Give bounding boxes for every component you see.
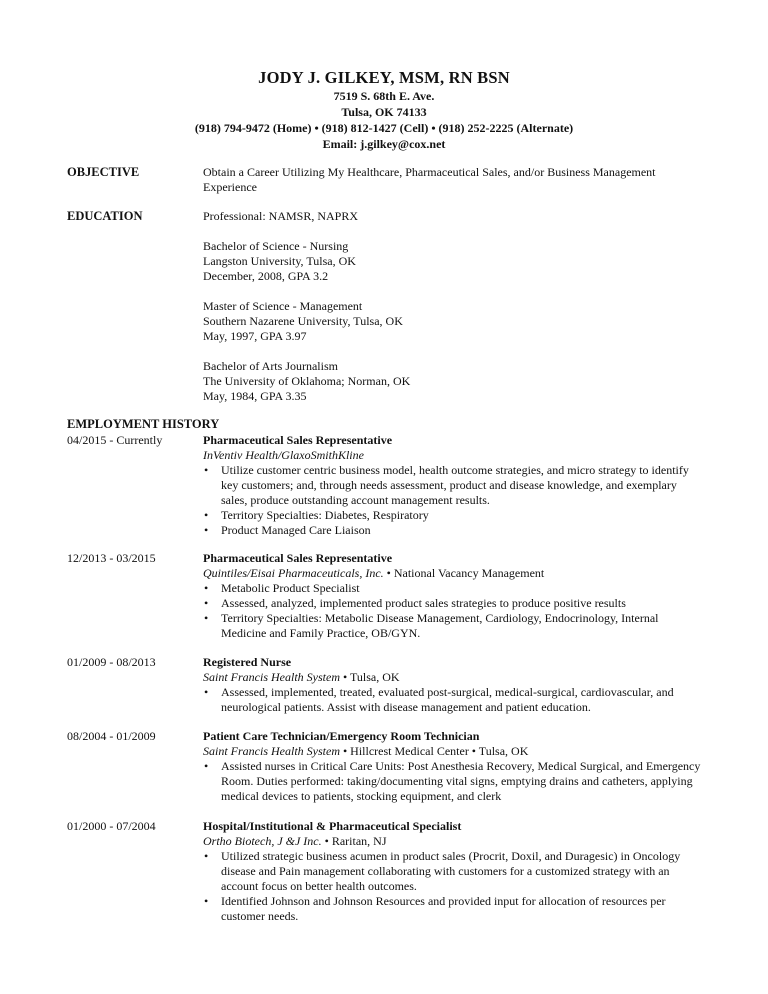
- job-duties: [203, 759, 703, 804]
- degree-date: May, 1997, GPA 3.97: [203, 329, 307, 343]
- job-duties: [203, 849, 703, 924]
- degree-date: December, 2008, GPA 3.2: [203, 269, 329, 283]
- degree-entry: [203, 239, 703, 284]
- job-details: [203, 433, 703, 538]
- job-duties: [203, 685, 703, 715]
- job-duty: • Territory Specialties: Diabetes, Respiratory: [203, 508, 703, 523]
- phone-numbers: (918) 794-9472 (Home) • (918) 812-1427 (Cell) • (918) 252-2225 (Alternate): [194, 121, 574, 135]
- degree-school: Southern Nazarene University, Tulsa, OK: [203, 314, 403, 328]
- job-title: Registered Nurse: [203, 655, 292, 669]
- job-title: Pharmaceutical Sales Representative: [203, 433, 393, 447]
- job-dates: 08/2004 - 01/2009: [67, 729, 156, 743]
- job-company-line: [203, 744, 703, 759]
- job-details: [203, 551, 703, 641]
- degree-date: May, 1984, GPA 3.35: [203, 389, 307, 403]
- degree-title: Bachelor of Science - Nursing: [203, 239, 349, 253]
- job-duty: • Metabolic Product Specialist: [203, 581, 703, 596]
- street-address: 7519 S. 68th E. Ave.: [333, 89, 435, 103]
- education-content: [203, 209, 703, 419]
- job-dates: 12/2013 - 03/2015: [67, 551, 156, 565]
- degree-school: The University of Oklahoma; Norman, OK: [203, 374, 411, 388]
- job-company-line: [203, 670, 703, 685]
- job-duties: [203, 463, 703, 538]
- degree-entry: [203, 359, 703, 404]
- job-duty: • Product Managed Care Liaison: [203, 523, 703, 538]
- job-duty: • Utilize customer centric business model, health outcome strategies, and micro strategy to identify key customers; and, through needs assessment, product and disease knowledge, and exemplary sales, produce outstanding account management results.: [203, 463, 703, 508]
- job-duty: • Territory Specialties: Metabolic Disease Management, Cardiology, Endocrinology, Internal Medicine and Family Practice, OB/GYN.: [203, 611, 703, 641]
- job-duty: • Identified Johnson and Johnson Resources and provided input for allocation of resources per customer needs.: [203, 894, 703, 924]
- job-company-detail: • Raritan, NJ: [321, 834, 387, 848]
- job-details: [203, 819, 703, 924]
- professional-affiliations: Professional: NAMSR, NAPRX: [203, 209, 359, 223]
- degree-entry: [203, 299, 703, 344]
- education-label: EDUCATION: [67, 209, 143, 223]
- job-duty: • Assisted nurses in Critical Care Units: Post Anesthesia Recovery, Medical Surgical, and Emergency Room. Duties performed: taking/documenting vital signs, emptying drains and catheters, applying medical devices to patients, stocking equipment, and clerk: [203, 759, 703, 804]
- job-company: InVentiv Health/GlaxoSmithKline: [203, 448, 364, 462]
- city-state-zip: Tulsa, OK 74133: [341, 105, 427, 119]
- job-dates: 01/2000 - 07/2004: [67, 819, 156, 833]
- job-company: Saint Francis Health System: [203, 744, 340, 758]
- resume-header: [0, 68, 768, 152]
- job-company-line: [203, 834, 703, 849]
- objective-text: Obtain a Career Utilizing My Healthcare, Pharmaceutical Sales, and/or Business Management Experience: [203, 165, 656, 194]
- job-duty: • Assessed, analyzed, implemented product sales strategies to produce positive results: [203, 596, 703, 611]
- job-title: Patient Care Technician/Emergency Room Technician: [203, 729, 480, 743]
- degree-school: Langston University, Tulsa, OK: [203, 254, 356, 268]
- job-company-line: [203, 566, 703, 581]
- candidate-name: JODY J. GILKEY, MSM, RN BSN: [258, 68, 510, 87]
- job-dates: 01/2009 - 08/2013: [67, 655, 156, 669]
- job-details: [203, 729, 703, 804]
- job-company-detail: • National Vacancy Management: [383, 566, 545, 580]
- job-dates: 04/2015 - Currently: [67, 433, 163, 447]
- job-duties: [203, 581, 703, 641]
- job-company: Quintiles/Eisai Pharmaceuticals, Inc.: [203, 566, 384, 580]
- objective-label: OBJECTIVE: [67, 165, 140, 179]
- job-duty: • Assessed, implemented, treated, evaluated post-surgical, medical-surgical, cardiovascular, and neurological patients. Assist with disease management and patient education.: [203, 685, 703, 715]
- job-title: Pharmaceutical Sales Representative: [203, 551, 393, 565]
- job-company-line: [203, 448, 703, 463]
- degree-title: Bachelor of Arts Journalism: [203, 359, 338, 373]
- job-duty: • Utilized strategic business acumen in product sales (Procrit, Doxil, and Duragesic) in Oncology disease and Pain management collaborating with customers for a customized strategy with an account focus on better health outcomes.: [203, 849, 703, 894]
- job-details: [203, 655, 703, 715]
- email-address: Email: j.gilkey@cox.net: [322, 137, 446, 151]
- job-company-detail: • Tulsa, OK: [339, 670, 400, 684]
- degree-title: Master of Science - Management: [203, 299, 363, 313]
- job-title: Hospital/Institutional & Pharmaceutical Specialist: [203, 819, 462, 833]
- employment-history-heading: EMPLOYMENT HISTORY: [67, 417, 220, 431]
- job-company-detail: • Hillcrest Medical Center • Tulsa, OK: [339, 744, 529, 758]
- job-company: Ortho Biotech, J &J Inc.: [203, 834, 322, 848]
- job-company: Saint Francis Health System: [203, 670, 340, 684]
